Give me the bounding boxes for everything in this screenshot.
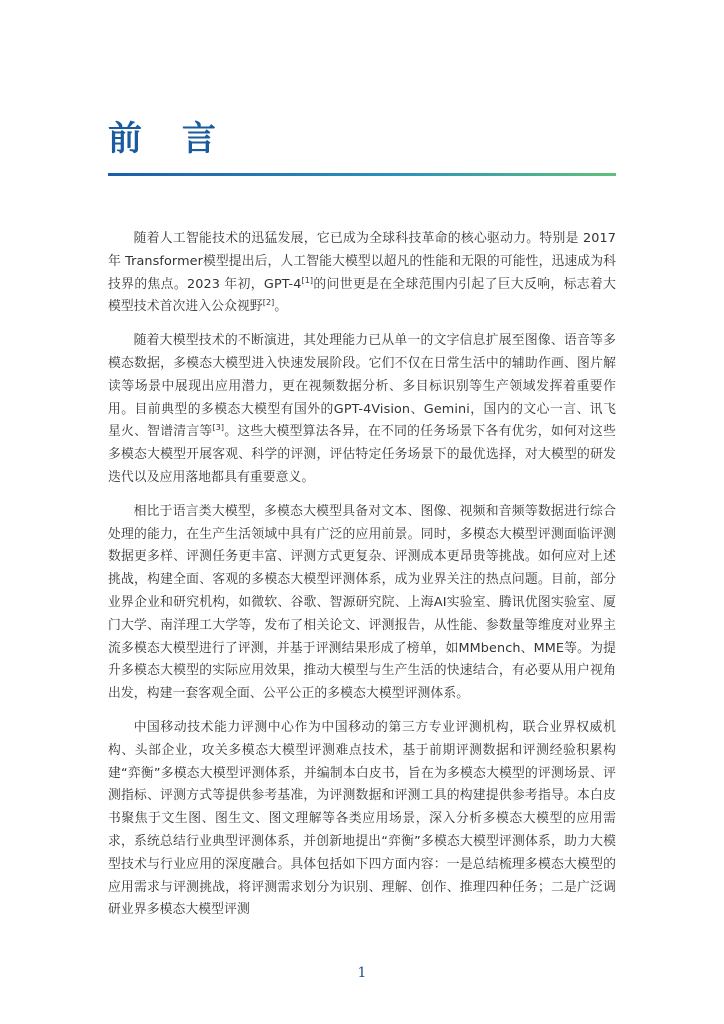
page-number: 1: [357, 965, 367, 981]
citation-3: [3]: [212, 423, 225, 433]
body-text: [108, 228, 616, 933]
paragraph-4-text: 中国移动技术能力评测中心作为中国移动的第三方专业评测机构，联合业界权威机构、头部企业，攻关多模态大模型评测难点技术，基于前期评测数据和评测经验积累构建“弈衡”多模态大模型评测体系，并编制本白皮书，旨在为多模态大模型的评测场景、评测指标、评测方式等提供参考基准，为评测数据和评测工具的构建提供参考指导。本白皮书聚焦于文生图、图生文、图文理解等各类应用场景，深入分析多模态大模型的应用需求，系统总结行业典型评测体系，并创新地提出“弈衡”多模态大模型评测体系，助力大模型技术与行业应用的深度融合。具体包括如下四方面内容：一是总结梳理多模态大模型的应用需求与评测挑战，将评测需求划分为识别、理解、创作、推理四种任务；二是广泛调研业界多模态大模型评测: [108, 719, 616, 918]
paragraph-2-text-a: 随着大模型技术的不断演进，其处理能力已从单一的文字信息扩展至图像、语音等多模态数据，多模态大模型进入快速发展阶段。它们不仅在日常生活中的辅助作画、图片解读等场景中展现出应用潜力，更在视频数据分析、多目标识别等生产领域发挥着重要作用。目前典型的多模态大模型有国外的GPT-4Vision、Gemini，国内的文心一言、讯飞星火、智谱清言等: [108, 333, 616, 440]
paragraph-3-text: 相比于语言类大模型，多模态大模型具备对文本、图像、视频和音频等数据进行综合处理的能力，在生产生活领域中具有广泛的应用前景。同时，多模态大模型评测面临评测数据更多样、评测任务更丰富、评测方式更复杂、评测成本更昂贵等挑战。如何应对上述挑战，构建全面、客观的多模态大模型评测体系，成为业界关注的热点问题。目前，部分业界企业和研究机构，如微软、谷歌、智源研究院、上海AI实验室、腾讯优图实验室、厦门大学、南洋理工大学等，发布了相关论文、评测报告，从性能、参数量等维度对业界主流多模态大模型进行了评测，并基于评测结果形成了榜单，如MMbench、MME等。为提升多模态大模型的实际应用效果，推动大模型与生产生活的快速结合，有必要从用户视角出发，构建一套客观全面、公平公正的多模态大模型评测体系。: [108, 503, 616, 702]
paragraph-2-text-b: 。这些大模型算法各异，在不同的任务场景下各有优劣，如何对这些多模态大模型开展客观、科学的评测，评估特定任务场景下的最优选择，对大模型的研发迭代以及应用落地都具有重要意义。: [108, 424, 616, 485]
paragraph-1-text-b: 的问世更是在全球范围内引起了巨大反响，标志着大模型技术首次进入公众视野: [108, 276, 616, 315]
title-underline: [108, 173, 616, 176]
paragraph-1: [108, 228, 616, 319]
citation-2: [2]: [262, 298, 275, 308]
paragraph-1-text-c: 。: [274, 299, 288, 315]
citation-1: [1]: [301, 275, 314, 285]
paragraph-1-text-a: 随着人工智能技术的迅猛发展，它已成为全球科技革命的核心驱动力。特别是 2017 年 Transformer模型提出后，人工智能大模型以超凡的性能和无限的可能性，迅速成为科技界的焦点。2023 年初，GPT-4: [108, 231, 616, 292]
paragraph-3: [108, 501, 616, 706]
paragraph-4: [108, 717, 616, 922]
paragraph-2: [108, 330, 616, 490]
page-title: 前 言: [108, 119, 230, 159]
